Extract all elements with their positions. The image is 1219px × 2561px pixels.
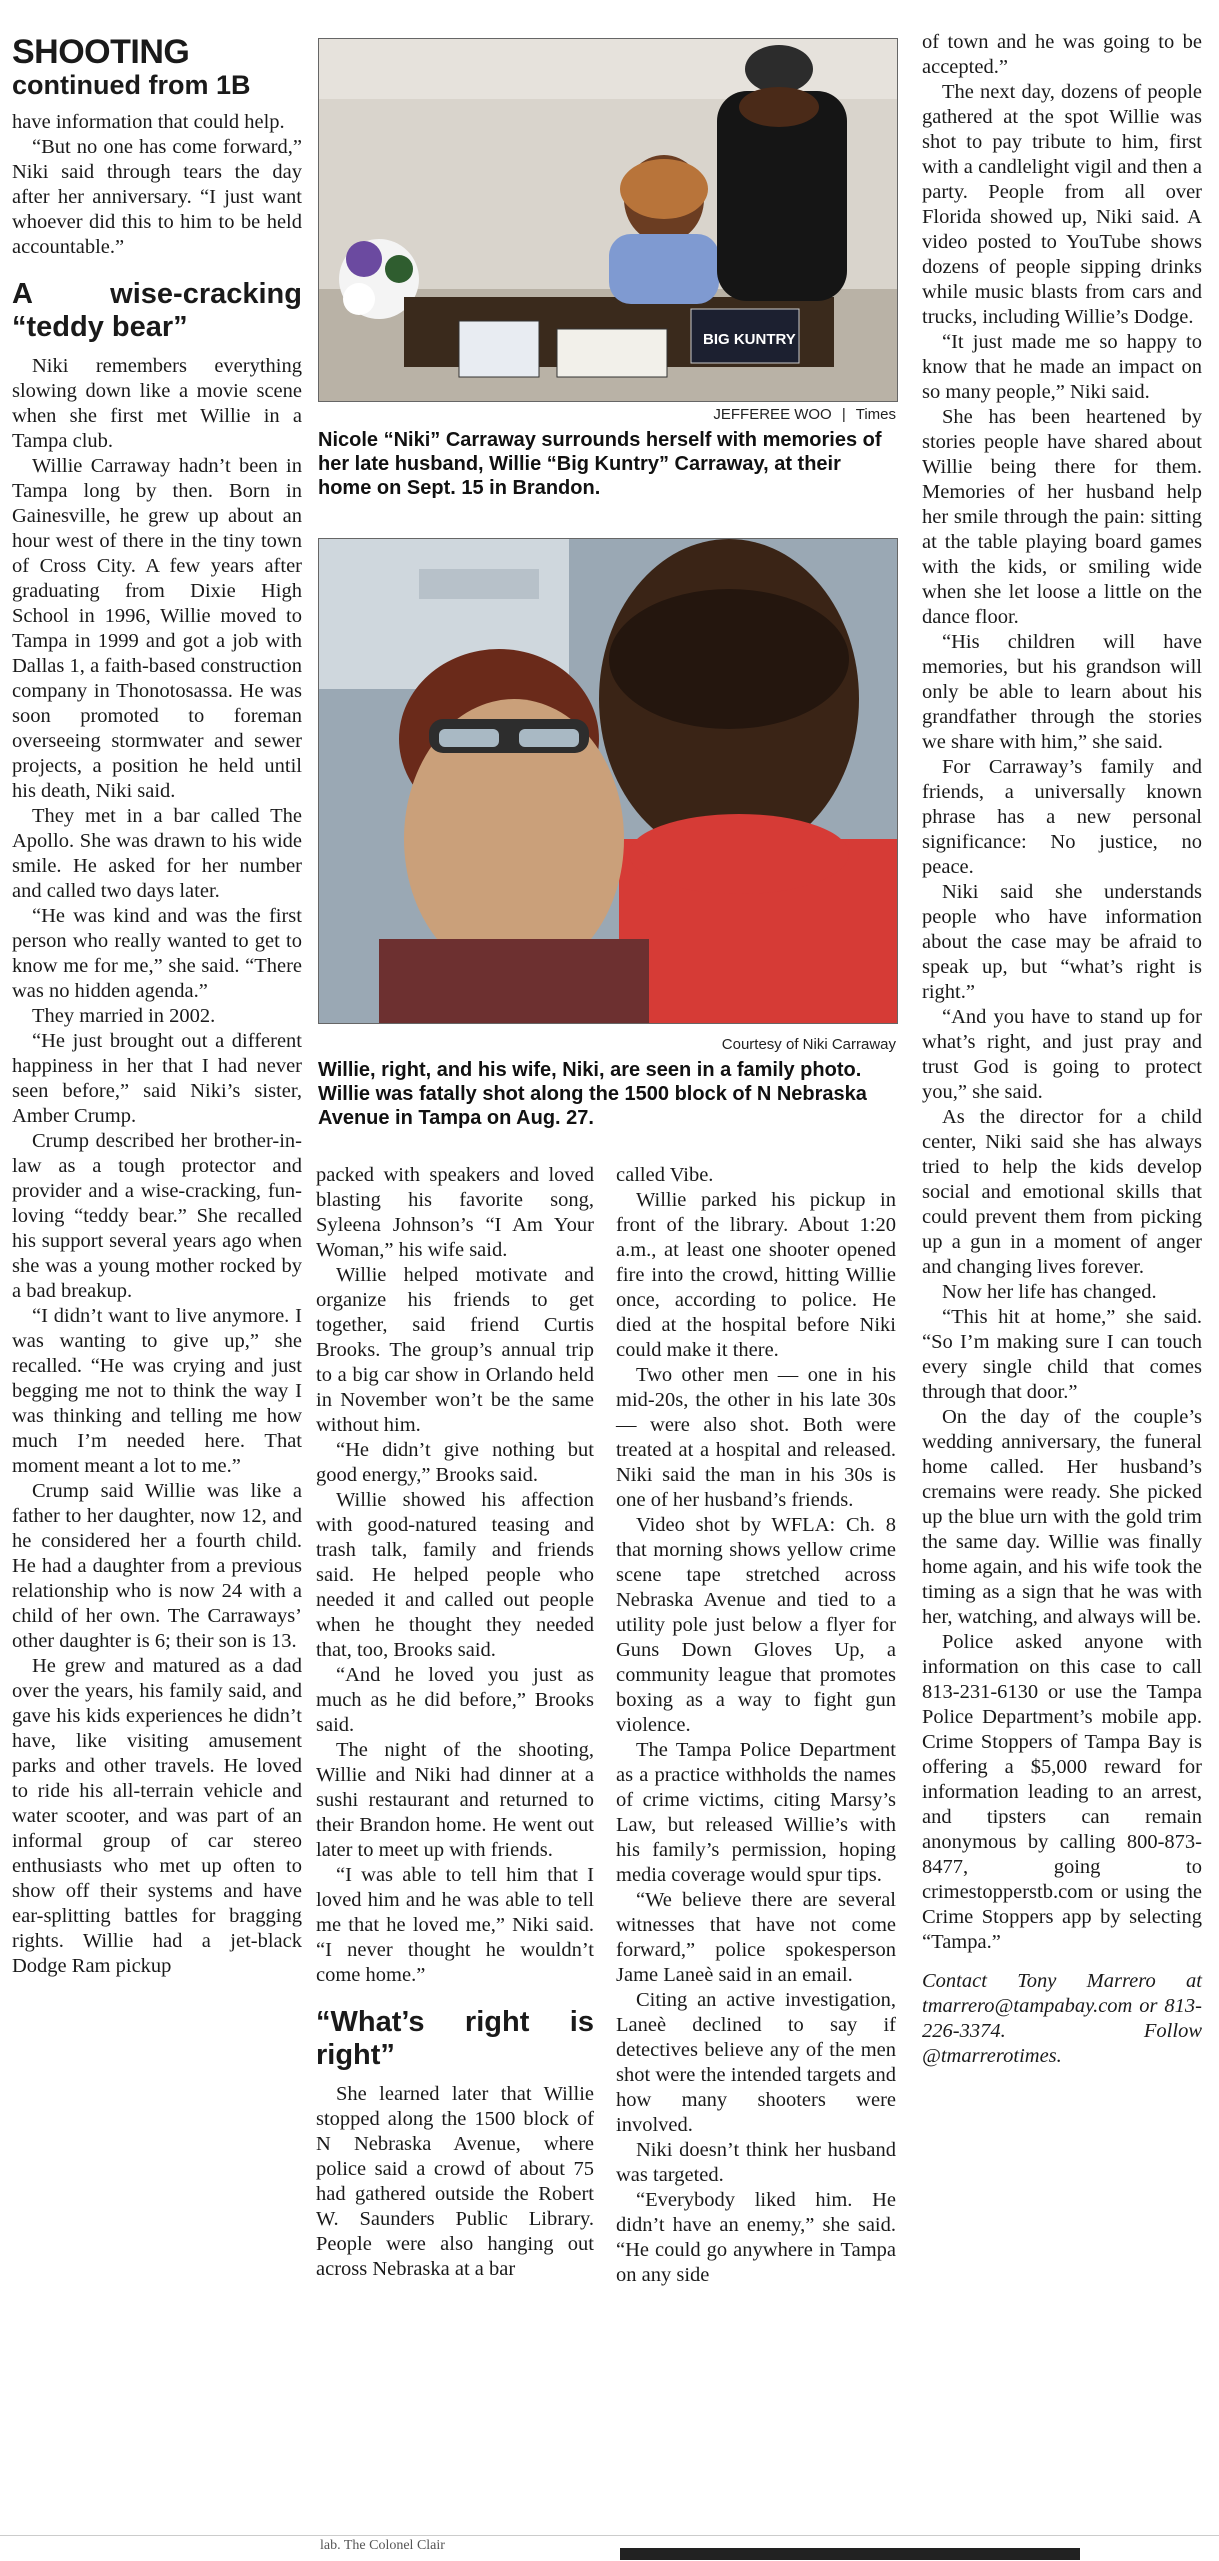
paragraph: Willie parked his pickup in front of the library. About 1:20 a.m., at least one shooter opened fire into the crowd, hitting Willie once, according to police. He died at the hospital before Niki could make it there. (616, 1189, 896, 1361)
paragraph: “He didn’t give nothing but good energy,” Brooks said. (316, 1439, 594, 1486)
paragraph: of town and he was going to be accepted.” (922, 31, 1202, 78)
photo-niki-at-home-image (319, 39, 897, 401)
paragraph: As the director for a child center, Niki said she has always tried to help the kids develop social and emotional skills that could prevent them from picking up a gun in a moment of anger and changing lives forever. (922, 1106, 1202, 1278)
subhead-whats-right: “What’s right is right” (316, 2006, 594, 2071)
column-3 (616, 1163, 896, 2288)
paragraph: The next day, dozens of people gathered at the spot Willie was shot to pay tribute to him, first with a candlelight vigil and then a party. People from all over Florida showed up, Niki said. A video posted to YouTube shows dozens of people sipping drinks while music blasts from cars and trucks, including Willie’s Dodge. (922, 81, 1202, 328)
paragraph: He grew and matured as a dad over the years, his family said, and gave his kids experiences he didn’t have, like visiting amusement parks and other travels. He loved to ride his all-terrain vehicle and water scooter, and was part of an informal group of car stereo enthusiasts who met up often to show off their systems and have ear-splitting battles for bragging rights. Willie had a jet-black Dodge Ram pickup (12, 1655, 302, 1977)
paragraph: She learned later that Willie stopped along the 1500 block of N Nebraska Avenue, where police said a crowd of about 75 had gathered outside the Robert W. Saunders Public Library. People were also hanging out across Nebraska at a bar (316, 2083, 594, 2280)
jump-headline: SHOOTING (12, 33, 190, 71)
photo-credit-carraway: Courtesy of Niki Carraway (721, 1036, 896, 1053)
paragraph: On the day of the couple’s wedding anniversary, the funeral home called. Her husband’s cremains were ready. She picked up the blue urn with the gold trim the same day. Willie was finally home again, and his wife took the timing as a sign that he was with her, watching, and always will be. (922, 1406, 1202, 1628)
paragraph: “It just made me so happy to know that he made an impact on so many people,” Niki said. (922, 331, 1202, 403)
paragraph: Niki remembers everything slowing down like a movie scene when she first met Willie in a Tampa club. (12, 355, 302, 452)
paragraph: Willie helped motivate and organize his friends to get together, said friend Curtis Brooks. The group’s annual trip to a big car show in Orlando held in November won’t be the same without him. (316, 1264, 594, 1436)
paragraph: They met in a bar called The Apollo. She was drawn to his wide smile. He asked for her number and called two days later. (12, 805, 302, 902)
paragraph: “I was able to tell him that I loved him and he was able to tell me that he loved me,” Niki said. “I never thought he wouldn’t come home.” (316, 1864, 594, 1986)
paragraph: Willie showed his affection with good-natured teasing and trash talk, family and friends said. He helped people who needed it and called out people when he thought they needed that, too, Brooks said. (316, 1489, 594, 1661)
column-1 (12, 30, 302, 1979)
paragraph: Two other men — one in his mid-20s, the other in his late 30s — were also shot. Both were treated at a hospital and released. Niki said the man in his 30s is one of her husband’s friends. (616, 1364, 896, 1511)
paragraph: “He just brought out a different happiness in her that I had never seen before,” said Niki’s sister, Amber Crump. (12, 1030, 302, 1127)
paragraph: “And he loved you just as much as he did before,” Brooks said. (316, 1664, 594, 1736)
paragraph: packed with speakers and loved blasting his favorite song, Syleena Johnson’s “I Am Your Woman,” his wife said. (316, 1164, 594, 1261)
photo-credit-woo (560, 406, 896, 423)
jump-continued-label: continued from 1B (12, 70, 251, 100)
author-contact: Contact Tony Marrero at tmarrero@tampabay.com or 813-226-3374. Follow @tmarrerotimes. (922, 1970, 1202, 2067)
credit-name: JEFFEREE WOO (713, 406, 832, 423)
poster-label: BIG KUNTRY (703, 331, 796, 348)
photo-family-selfie-image (319, 539, 897, 1023)
credit-separator: | (841, 406, 846, 423)
paragraph: Video shot by WFLA: Ch. 8 that morning shows yellow crime scene tape stretched across Nebraska Avenue and tied to a utility pole just below a flyer for Guns Down Gloves Up, a community league that promotes boxing as a way to fight gun violence. (616, 1514, 896, 1736)
photo-family-selfie (318, 538, 898, 1024)
paragraph: Crump described her brother-in-law as a tough protector and provider and a wise-cracking, fun-loving “teddy bear.” She recalled his support several years ago when she was a young mother rocked by a bad breakup. (12, 1130, 302, 1302)
footer-ad-bar (620, 2548, 1080, 2560)
paragraph: She has been heartened by stories people have shared about Willie being there for them. Memories of her husband help her smile through the pain: sitting at the table playing board games with the kids, or smiling wide when she let loose a little on the dance floor. (922, 406, 1202, 628)
paragraph: Niki said she understands people who have information about the case may be afraid to speak up, but “what’s right is right.” (922, 881, 1202, 1003)
paragraph: For Carraway’s family and friends, a universally known phrase has a new personal significance: No justice, no peace. (922, 756, 1202, 878)
column-4 (922, 30, 1202, 2069)
next-article-fragment: lab. The Colonel Clair (320, 2538, 445, 2553)
credit-org: Times (855, 406, 896, 423)
paragraph: The Tampa Police Department as a practice withholds the names of crime victims, citing Marsy’s Law, but released Willie’s with his family’s permission, hoping media coverage would spur tips. (616, 1739, 896, 1886)
paragraph: “And you have to stand up for what’s right, and just pray and trust God is going to protect you,” she said. (922, 1006, 1202, 1103)
paragraph: Niki doesn’t think her husband was targeted. (616, 2139, 896, 2186)
paragraph: have information that could help. (12, 111, 285, 133)
paragraph: Now her life has changed. (942, 1281, 1157, 1303)
paragraph: called Vibe. (616, 1164, 714, 1186)
paragraph: “I didn’t want to live anymore. I was wanting to give up,” she recalled. “He was crying and just begging me not to think the way I was thinking and telling me how much I’m needed here. That moment meant a lot to me.” (12, 1305, 302, 1477)
photo-niki-at-home (318, 38, 898, 402)
paragraph: They married in 2002. (32, 1005, 216, 1027)
paragraph: Willie Carraway hadn’t been in Tampa long by then. Born in Gainesville, he grew up about an hour west of there in the tiny town of Cross City. A few years after graduating from Dixie High School in 1996, Willie moved to Tampa in 1999 and got a job with Dallas 1, a faith-based construction company in Thonotosassa. He was soon promoted to foreman overseeing stormwater and sewer projects, a position he held until his death, Niki said. (12, 455, 302, 802)
paragraph: “His children will have memories, but his grandson will only be able to learn about his grandfather through the stories we share with him,” she said. (922, 631, 1202, 753)
paragraph: Police asked anyone with information on this case to call 813-231-6130 or use the Tampa Police Department’s mobile app. Crime Stoppers of Tampa Bay is offering a $5,000 reward for information leading to an arrest, and tipsters can remain anonymous by calling 800-873-8477, going to crimestopperstb.com or using the Crime Stoppers app by selecting “Tampa.” (922, 1631, 1202, 1953)
paragraph: Crump said Willie was like a father to her daughter, now 12, and he considered her a fourth child. He had a daughter from a previous relationship who is now 24 with a child of her own. The Carraways’ other daughter is 6; their son is 13. (12, 1480, 302, 1652)
paragraph: The night of the shooting, Willie and Niki had dinner at a sushi restaurant and returned to their Brandon home. He went out later to meet up with friends. (316, 1739, 594, 1861)
column-2 (316, 1163, 594, 2282)
photo-caption-2: Willie, right, and his wife, Niki, are seen in a family photo. Willie was fatally shot along the 1500 block of N Nebraska Avenue in Tampa on Aug. 27. (318, 1059, 867, 1129)
paragraph: “But no one has come forward,” Niki said through tears the day after her anniversary. “I just want whoever did this to him to be held accountable.” (12, 136, 302, 258)
paragraph: “He was kind and was the first person who really wanted to get to know me for me,” she said. “There was no hidden agenda.” (12, 905, 302, 1002)
paragraph: “Everybody liked him. He didn’t have an enemy,” she said. “He could go anywhere in Tampa on any side (616, 2189, 896, 2286)
paragraph: “This hit at home,” she said. “So I’m making sure I can touch every single child that comes through that door.” (922, 1306, 1202, 1403)
subhead-teddy-bear: A wise-cracking “teddy bear” (12, 278, 302, 343)
paragraph: “We believe there are several witnesses that have not come forward,” police spokesperson Jame Laneè said in an email. (616, 1889, 896, 1986)
paragraph: Citing an active investigation, Laneè declined to say if detectives believe any of the men shot were the intended targets and how many shooters were involved. (616, 1989, 896, 2136)
photo-caption-1: Nicole “Niki” Carraway surrounds herself with memories of her late husband, Willie “Big Kuntry” Carraway, at their home on Sept. 15 in Brandon. (318, 429, 882, 499)
